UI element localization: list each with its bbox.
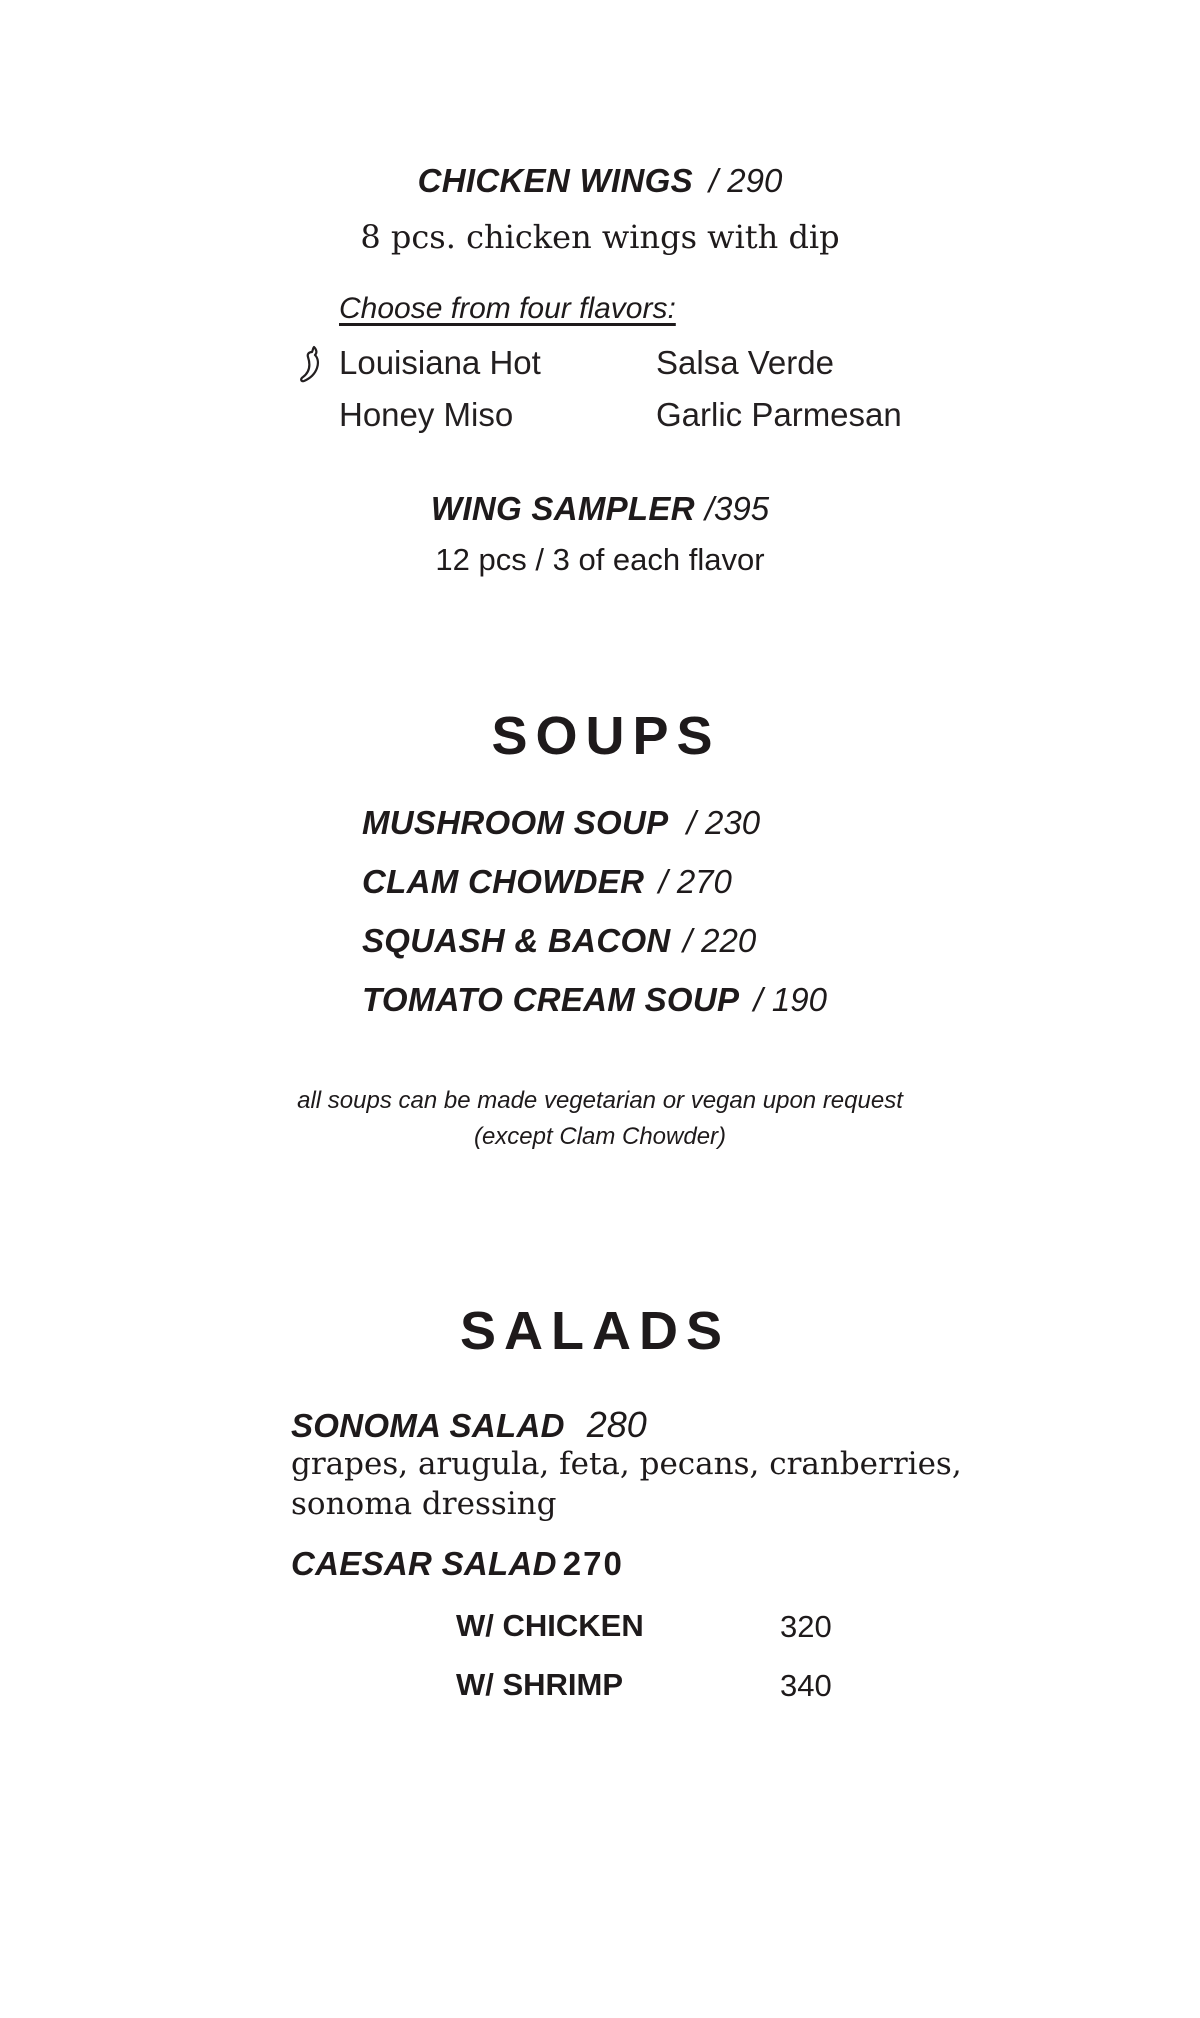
sonoma-salad-header [291, 1404, 647, 1446]
soup-price: / 220 [682, 922, 757, 959]
soup-price: / 190 [753, 981, 827, 1018]
wings-description: 8 pcs. chicken wings with dip [360, 218, 840, 256]
chili-pepper-icon [296, 344, 326, 389]
soups-note-line1: all soups can be made vegetarian or vegan upon request [297, 1087, 903, 1114]
sampler-price: /395 [704, 490, 770, 527]
caesar-addon-chicken-price: 320 [780, 1609, 832, 1644]
salads-title: SALADS [459, 1301, 730, 1361]
flavor-salsa-verde: Salsa Verde [656, 344, 834, 381]
soup-price: / 230 [686, 804, 761, 841]
sonoma-salad-description-line1: grapes, arugula, feta, pecans, cranberries, [291, 1446, 962, 1482]
caesar-addon-shrimp-price: 340 [780, 1668, 832, 1703]
sonoma-salad-name: SONOMA SALAD [291, 1407, 565, 1444]
wings-name: CHICKEN WINGS [417, 162, 693, 199]
soup-item [362, 922, 756, 961]
wings-header [0, 162, 1200, 200]
caesar-salad-price: 270 [562, 1545, 624, 1582]
sampler-description: 12 pcs / 3 of each flavor [435, 542, 765, 577]
sampler-name: WING SAMPLER [430, 490, 695, 527]
soup-name: MUSHROOM SOUP [362, 804, 669, 841]
caesar-addon-chicken-label: W/ CHICKEN [456, 1608, 644, 1643]
soup-item [362, 863, 732, 902]
caesar-salad-name: CAESAR SALAD [291, 1545, 557, 1582]
soup-name: SQUASH & BACON [362, 922, 671, 959]
sonoma-salad-price: 280 [586, 1404, 647, 1445]
soup-name: TOMATO CREAM SOUP [362, 981, 740, 1018]
flavor-louisiana-hot: Louisiana Hot [339, 344, 541, 381]
choose-flavors-label: Choose from four flavors: [339, 292, 676, 325]
soup-item [362, 981, 827, 1020]
sampler-header [0, 490, 1200, 528]
soups-title: SOUPS [491, 706, 721, 766]
flavor-garlic-parmesan: Garlic Parmesan [656, 396, 902, 433]
sonoma-salad-description-line2: sonoma dressing [291, 1486, 557, 1522]
caesar-addon-shrimp-label: W/ SHRIMP [456, 1667, 624, 1702]
soup-price: / 270 [658, 863, 732, 900]
wings-price: / 290 [708, 162, 783, 199]
caesar-salad-header [291, 1545, 624, 1583]
soup-name: CLAM CHOWDER [362, 863, 645, 900]
flavor-honey-miso: Honey Miso [339, 396, 514, 433]
soups-note-line2: (except Clam Chowder) [473, 1123, 727, 1150]
soup-item [362, 804, 760, 843]
